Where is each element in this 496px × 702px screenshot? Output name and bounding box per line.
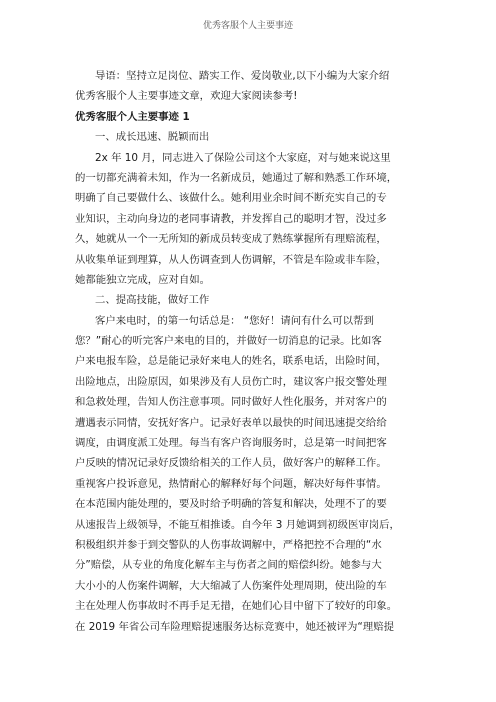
paragraph-line: 出险地点，出险原因，如果涉及有人员伤亡时，建议客户报交警处理 bbox=[75, 375, 387, 388]
section-heading: 一、成长迅速、脱颖而出 bbox=[95, 131, 210, 144]
paragraph-line: 业知识，主动向身边的老同事请教，并发挥自己的聪明才智，没过多 bbox=[75, 212, 387, 225]
paragraph-line: 分”赔偿，从专业的角度化解车主与伤者之间的赔偿纠纷。她参与大 bbox=[75, 559, 382, 572]
paragraph-line: 户来电报车险，总是能记录好来电人的姓名，联系电话，出险时间， bbox=[75, 355, 387, 368]
document-title: 优秀客服个人主要事迹 bbox=[202, 21, 293, 31]
paragraph-line: 遭遇表示同情，安抚好客户。记录好表单以最快的时间迅速提交给给 bbox=[75, 416, 387, 429]
paragraph-line: 户反映的情况记录好反馈给相关的工作人员，做好客户的解释工作。 bbox=[75, 457, 387, 470]
paragraph-line: 久，她就从一个一无所知的新成员转变成了熟练掌握所有理赔流程， bbox=[75, 233, 387, 246]
paragraph-line: 主在处理人伤事故时不再手足无措，在她们心目中留下了较好的印象。 bbox=[75, 600, 398, 613]
paragraph-line: 积极组织并参于到交警队的人伤事故调解中，严格把控不合理的“水 bbox=[75, 538, 382, 551]
section-heading: 二、提高技能，做好工作 bbox=[95, 294, 210, 307]
paragraph-line: 的一切都充满着未知，作为一名新成员，她通过了解和熟悉工作环境， bbox=[75, 171, 398, 184]
paragraph-line: 客户来电时，的第一句话总是： “您好！请问有什么可以帮到 bbox=[95, 314, 374, 327]
paragraph-line: 明确了自己要做什么、该做什么。她利用业余时间不断充实自己的专 bbox=[75, 192, 387, 205]
paragraph-line: 她都能独立完成，应对自如。 bbox=[75, 273, 211, 286]
paragraph-line: 和急救处理，告知人伤注意事项。同时做好人性化服务，并对客户的 bbox=[75, 396, 387, 409]
paragraph-line: 从收集单证到理算，从人伤调查到人伤调解，不管是车险或非车险， bbox=[75, 253, 387, 266]
paragraph-line: 在本范围内能处理的，要及时给予明确的答复和解决，处理不了的要 bbox=[75, 498, 387, 511]
paragraph-line: 大小小的人伤案件调解，大大缩减了人伤案件处理周期，使出险的车 bbox=[75, 579, 387, 592]
paragraph-line: 在 2019 年省公司车险理赔提速服务达标竞赛中，她还被评为“理赔提 bbox=[75, 620, 394, 633]
paragraph-line: 调度，由调度派工处理。每当有客户咨询服务时，总是第一时间把客 bbox=[75, 437, 387, 450]
intro-line: 优秀客服个人主要事迹文章，欢迎大家阅读参考! bbox=[75, 90, 298, 103]
paragraph-line: 重视客户投诉意见，热情耐心的解释好每个问题，解决好每件事情。 bbox=[75, 477, 387, 490]
document-body bbox=[75, 66, 431, 637]
intro-line: 导语：坚持立足岗位、踏实工作、爱岗敬业,以下小编为大家介绍 bbox=[95, 70, 390, 82]
paragraph-line: 您？”耐心的听完客户来电的目的，并做好一切消息的记录。比如客 bbox=[75, 335, 382, 348]
paragraph-line: 2x 年 10 月，同志进入了保险公司这个大家庭，对与她来说这里 bbox=[95, 151, 391, 164]
article-heading: 优秀客服个人主要事迹 1 bbox=[75, 110, 190, 123]
paragraph-line: 从速报告上级领导，不能互相推诿。自今年 3 月她调到初级医审岗后， bbox=[75, 518, 400, 531]
